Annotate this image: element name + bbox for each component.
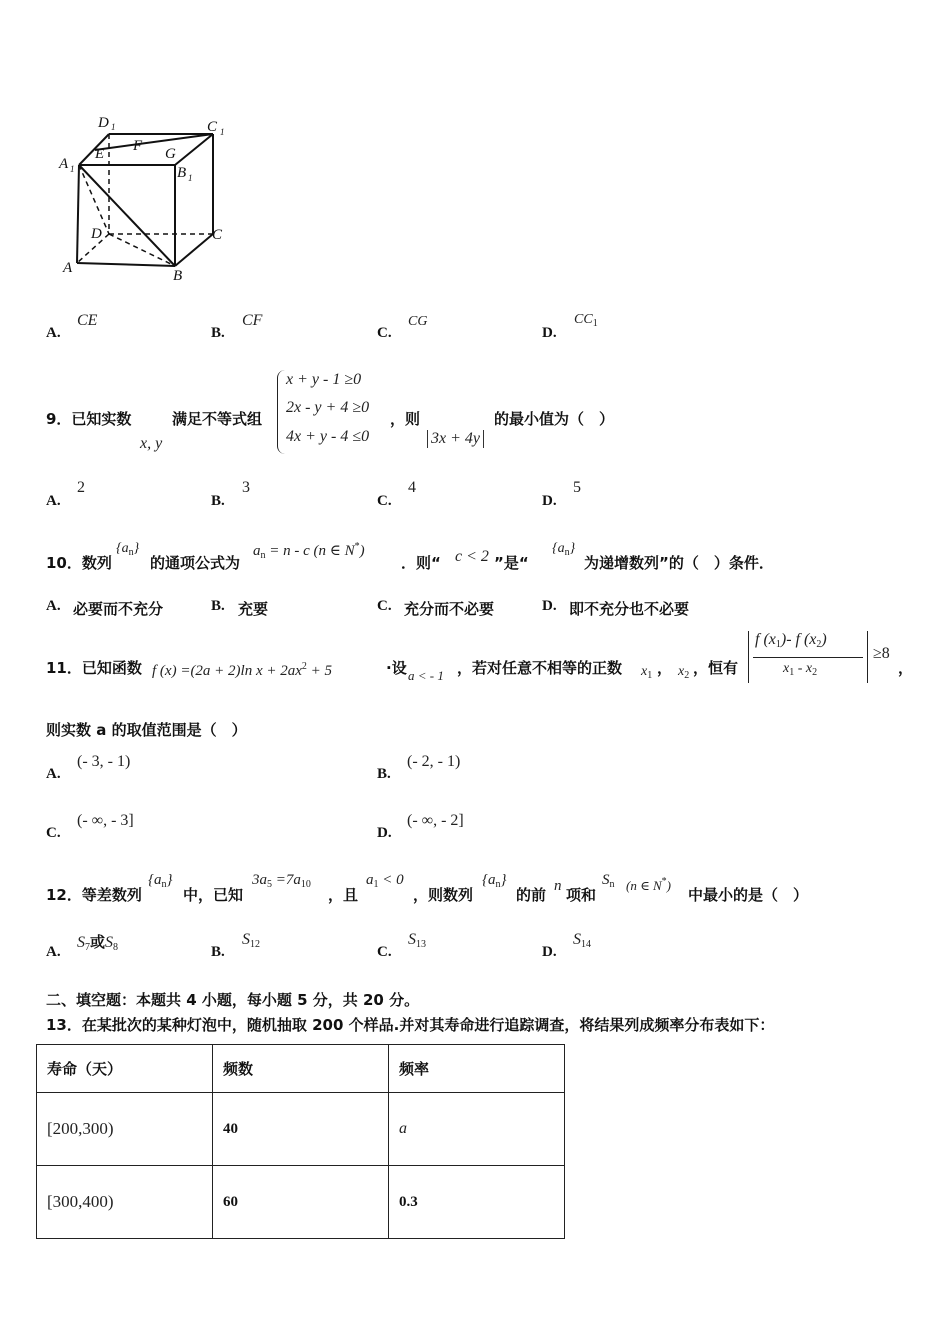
option-c[interactable]: $S_{13}$ <box>408 931 426 950</box>
option-d[interactable]: (- ∞, - 2] <box>407 812 464 829</box>
fig-label: C <box>207 119 218 135</box>
q12-seq: $\{a_n\}$ <box>148 872 173 890</box>
fig-label: D <box>91 226 102 242</box>
fig-label: 1 <box>111 122 116 132</box>
q11-t4: ，恒有 <box>693 659 739 677</box>
option-letter: D. <box>542 325 557 341</box>
option-b[interactable]: 充要 <box>238 600 269 618</box>
q12-t2: 中，已知 <box>183 886 244 904</box>
option-d[interactable]: 5 <box>573 479 581 496</box>
q10-t5: 为递增数列”的（ ）条件． <box>584 554 774 572</box>
option-letter: A. <box>46 598 61 614</box>
q9-ineq-1: x + y - 1 ≥0 <box>286 371 362 388</box>
fig-label: D <box>98 115 109 131</box>
q9-ineq-2: 2x - y + 4 ≥0 <box>286 399 370 416</box>
fig-label: B <box>173 268 183 284</box>
q11-t3: ，若对任意不相等的正数 <box>457 659 623 677</box>
q10-formula: $a_n = n - c$ (n ∈ N*) <box>253 541 365 561</box>
table-cell: a <box>389 1093 565 1166</box>
table-cell: 40 <box>213 1093 389 1166</box>
frequency-table <box>36 1044 565 1239</box>
q9-comma: ，则 <box>390 410 421 428</box>
q9-ineq-3: 4x + y - 4 ≤0 <box>286 428 370 445</box>
q11-ge: ≥8 <box>873 645 890 662</box>
option-letter: D. <box>542 493 557 509</box>
option-letter: B. <box>377 766 391 782</box>
q10-t4: ”是“ <box>494 554 529 572</box>
fig-label: A <box>59 156 69 172</box>
q9-mid: 满足不等式组 <box>172 410 263 428</box>
q10-seq: $\{a_n\}$ <box>116 541 140 558</box>
q10-t1: 10．数列 <box>46 554 112 572</box>
q12-a1: $a_1 < 0$ <box>366 872 404 890</box>
q9-prefix: 9．已知实数 <box>46 410 132 428</box>
option-b[interactable]: 3 <box>242 479 250 496</box>
q10-seq2: $\{a_n\}$ <box>552 541 576 558</box>
option-b[interactable]: CF <box>242 312 263 329</box>
option-c[interactable]: 4 <box>408 479 416 496</box>
option-letter: C. <box>377 325 392 341</box>
option-letter: C. <box>377 944 392 960</box>
q11-t2: ·设 <box>386 659 407 677</box>
q9-vars: x, y <box>140 435 163 452</box>
option-a[interactable]: CE <box>77 312 98 329</box>
table-header: 寿命（天） <box>37 1045 213 1093</box>
option-d[interactable]: 即不充分也不必要 <box>569 600 690 618</box>
option-letter: D. <box>377 825 392 841</box>
section-heading: 二、填空题：本题共 4 小题，每小题 5 分，共 20 分。 <box>46 991 420 1009</box>
option-b[interactable]: $S_{12}$ <box>242 931 260 950</box>
q12-n: n <box>554 878 562 894</box>
q9-expr: 3x + 4y <box>427 430 484 448</box>
option-a[interactable]: 必要而不充分 <box>73 600 164 618</box>
option-c[interactable]: (- ∞, - 3] <box>77 812 134 829</box>
q10-t2: 的通项公式为 <box>150 554 241 572</box>
q12-t6: 项和 <box>566 886 597 904</box>
fig-label: B <box>177 165 187 181</box>
fig-label: F <box>133 138 143 154</box>
option-b[interactable]: (- 2, - 1) <box>407 753 461 770</box>
option-letter: A. <box>46 325 61 341</box>
option-d[interactable]: $S_{14}$ <box>573 931 591 950</box>
fig-label: E <box>95 146 105 162</box>
table-header: 频率 <box>389 1045 565 1093</box>
fig-label: A <box>63 260 73 276</box>
table-cell: 60 <box>213 1166 389 1239</box>
q11-comma: ， <box>657 659 673 677</box>
q12-t3: ，且 <box>328 886 359 904</box>
q10-cond: c < 2 <box>455 548 489 565</box>
fig-label: C <box>212 227 223 243</box>
fig-label: 1 <box>70 164 75 174</box>
table-header: 频数 <box>213 1045 389 1093</box>
option-a[interactable]: 2 <box>77 479 85 496</box>
table-cell: 0.3 <box>389 1166 565 1239</box>
option-letter: C. <box>46 825 61 841</box>
q12-s: $S_n$ <box>602 872 615 890</box>
fig-label: G <box>165 146 176 162</box>
q12-seq2: $\{a_n\}$ <box>482 872 507 890</box>
q10-t3: ．则“ <box>401 554 441 572</box>
q11-cond: a < - 1 <box>408 668 444 683</box>
cube-figure <box>55 110 235 290</box>
option-letter: C. <box>377 493 392 509</box>
option-letter: B. <box>211 325 225 341</box>
option-letter: D. <box>542 944 557 960</box>
option-letter: A. <box>46 766 61 782</box>
option-letter: A. <box>46 944 61 960</box>
q12-eq: $3a_5 =7a_{10}$ <box>252 872 311 890</box>
table-row <box>37 1093 565 1166</box>
q9-suffix: 的最小值为（ ） <box>494 410 615 428</box>
q11-line2: 则实数 a 的取值范围是（ ） <box>46 721 247 739</box>
table-cell: [200,300) <box>37 1093 213 1166</box>
table-cell: [300,400) <box>37 1166 213 1239</box>
q12-sn: (n ∈ N*) <box>626 876 671 893</box>
option-letter: B. <box>211 598 225 614</box>
option-letter: B. <box>211 944 225 960</box>
q11-end: ， <box>898 659 914 677</box>
q12-t5: 的前 <box>516 886 547 904</box>
option-d[interactable]: $CC_1$ <box>574 312 598 329</box>
option-a[interactable]: $S_7$或$S_8$ <box>77 933 119 953</box>
option-letter: C. <box>377 598 392 614</box>
q12-t1: 12．等差数列 <box>46 886 142 904</box>
option-c[interactable]: CG <box>408 314 428 329</box>
q11-fx: f (x) =(2a + 2)ln $x + 2ax^2 + 5$ <box>152 661 333 679</box>
q12-t4: ，则数列 <box>413 886 474 904</box>
q13-text: 13．在某批次的某种灯泡中，随机抽取 200 个样品.并对其寿命进行追踪调查，将结果列成频率分布表如下： <box>46 1016 775 1034</box>
option-letter: D. <box>542 598 557 614</box>
q11-t1: 11．已知函数 <box>46 659 142 677</box>
fig-label: 1 <box>220 127 225 137</box>
q12-t7: 中最小的是（ ） <box>688 886 809 904</box>
option-c[interactable]: 充分而不必要 <box>404 600 495 618</box>
option-letter: A. <box>46 493 61 509</box>
option-a[interactable]: (- 3, - 1) <box>77 753 131 770</box>
table-header-row <box>37 1045 565 1093</box>
fig-label: 1 <box>188 173 193 183</box>
table-row <box>37 1166 565 1239</box>
q11-abs-frac: f $(x_1)-$ f $(x_2)$ $x_1 - x_2$ <box>748 631 868 683</box>
q11-x2: $x_2$ <box>678 664 690 681</box>
option-letter: B. <box>211 493 225 509</box>
q11-x1: $x_1$ <box>641 664 653 681</box>
